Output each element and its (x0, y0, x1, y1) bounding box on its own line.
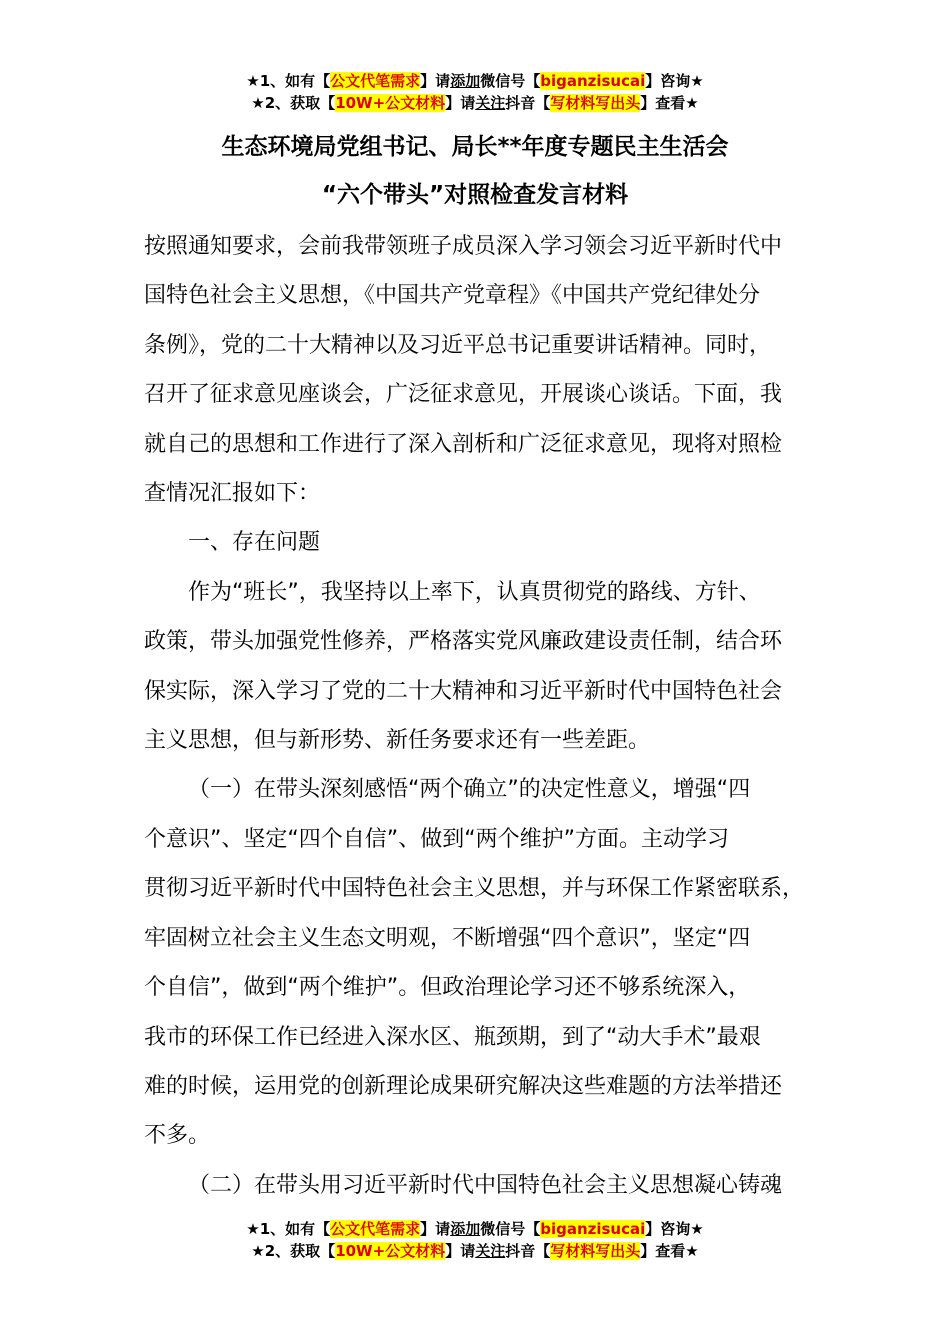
text-line: 难的时候，运用党的创新理论成果研究解决这些难题的方法举措还 (144, 1073, 783, 1099)
document-body (144, 222, 834, 1210)
text-line: 一、存在问题 (188, 530, 321, 556)
promo-douyin-id: 写材料写出头 (550, 1242, 641, 1260)
text-line: 就自己的思想和工作进行了深入剖析和广泛征求意见，现将对照检 (144, 431, 783, 457)
text-line: 按照通知要求，会前我带领班子成员深入学习领会习近平新时代中 (144, 234, 783, 259)
promo-douyin-id: 写材料写出头 (550, 94, 641, 112)
promo-text: ★2、获取【 (251, 1242, 336, 1260)
promo-line-1 (0, 70, 950, 92)
text-line: （一）在带头深刻感悟“两个确立”的决定性意义，增强“四 (188, 777, 751, 803)
promo-text: 】咨询★ (645, 1220, 704, 1238)
promo-text: 】请 (445, 1242, 476, 1260)
promo-text: 】请 (420, 72, 451, 90)
promo-text: 】查看★ (640, 1242, 699, 1260)
text-line: 主义思想，但与新形势、新任务要求还有一些差距。 (144, 728, 651, 754)
problems-paragraph (144, 568, 834, 766)
promo-text: 】请 (420, 1220, 451, 1238)
promo-text: 微信号【 (480, 1220, 541, 1238)
promo-text: 抖音【 (505, 1242, 551, 1260)
promo-header (0, 70, 950, 114)
text-line: 牢固树立社会主义生态文明观，不断增强“四个意识”，坚定“四 (144, 925, 751, 951)
promo-underlined: 添加 (450, 72, 481, 90)
text-line: 国特色社会主义思想，《中国共产党章程》《中国共产党纪律处分 (144, 283, 761, 309)
text-line: 保实际，深入学习了党的二十大精神和习近平新时代中国特色社会 (144, 678, 783, 704)
promo-underlined: 添加 (450, 1220, 481, 1238)
item-1-paragraph (144, 765, 834, 1160)
promo-underlined: 关注 (475, 1242, 506, 1260)
promo-text: 微信号【 (480, 72, 541, 90)
text-line: 召开了征求意见座谈会，广泛征求意见，开展谈心谈话。下面，我 (144, 382, 783, 408)
text-line: 个自信”，做到“两个维护”。但政治理论学习还不够系统深入， (144, 975, 751, 1001)
promo-highlight: 公文代笔需求 (330, 1220, 421, 1238)
document-subtitle: “六个带头”对照检查发言材料 (321, 182, 629, 208)
promo-text: 】请 (445, 94, 476, 112)
promo-text: ★1、如有【 (246, 72, 331, 90)
promo-text: ★1、如有【 (246, 1220, 331, 1238)
promo-text: 】咨询★ (645, 72, 704, 90)
promo-highlight: 10W+公文材料 (335, 1242, 446, 1260)
text-line: （二）在带头用习近平新时代中国特色社会主义思想凝心铸魂 (188, 1172, 783, 1198)
promo-highlight: 公文代笔需求 (330, 72, 421, 90)
text-line: 政策，带头加强党性修养，严格落实党风廉政建设责任制，结合环 (144, 629, 783, 655)
promo-wechat-id: biganzisucai (540, 1220, 646, 1238)
promo-line-1 (0, 1218, 950, 1240)
promo-underlined: 关注 (475, 94, 506, 112)
promo-wechat-id: biganzisucai (540, 72, 646, 90)
promo-text: 抖音【 (505, 94, 551, 112)
item-2-paragraph (144, 1161, 834, 1210)
text-line: 作为“班长”，我坚持以上率下，认真贯彻党的路线、方针、 (188, 579, 761, 605)
promo-text: 】查看★ (640, 94, 699, 112)
promo-footer (0, 1218, 950, 1262)
text-line: 贯彻习近平新时代中国特色社会主义思想，并与环保工作紧密联系， (144, 876, 805, 902)
text-line: 查情况汇报如下： (144, 481, 321, 507)
promo-text: ★2、获取【 (251, 94, 336, 112)
text-line: 不多。 (144, 1123, 211, 1149)
text-line: 我市的环保工作已经进入深水区、瓶颈期，到了“动大手术”最艰 (144, 1024, 761, 1050)
section-heading (144, 518, 834, 567)
intro-paragraph (144, 222, 834, 518)
text-line: 个意识”、坚定“四个自信”、做到“两个维护”方面。主动学习 (144, 826, 729, 852)
text-line: 条例》，党的二十大精神以及习近平总书记重要讲话精神。同时， (144, 332, 772, 358)
promo-line-2 (0, 92, 950, 114)
promo-line-2 (0, 1240, 950, 1262)
document-title: 生态环境局党组书记、局长**年度专题民主生活会 (221, 134, 729, 160)
promo-highlight: 10W+公文材料 (335, 94, 446, 112)
